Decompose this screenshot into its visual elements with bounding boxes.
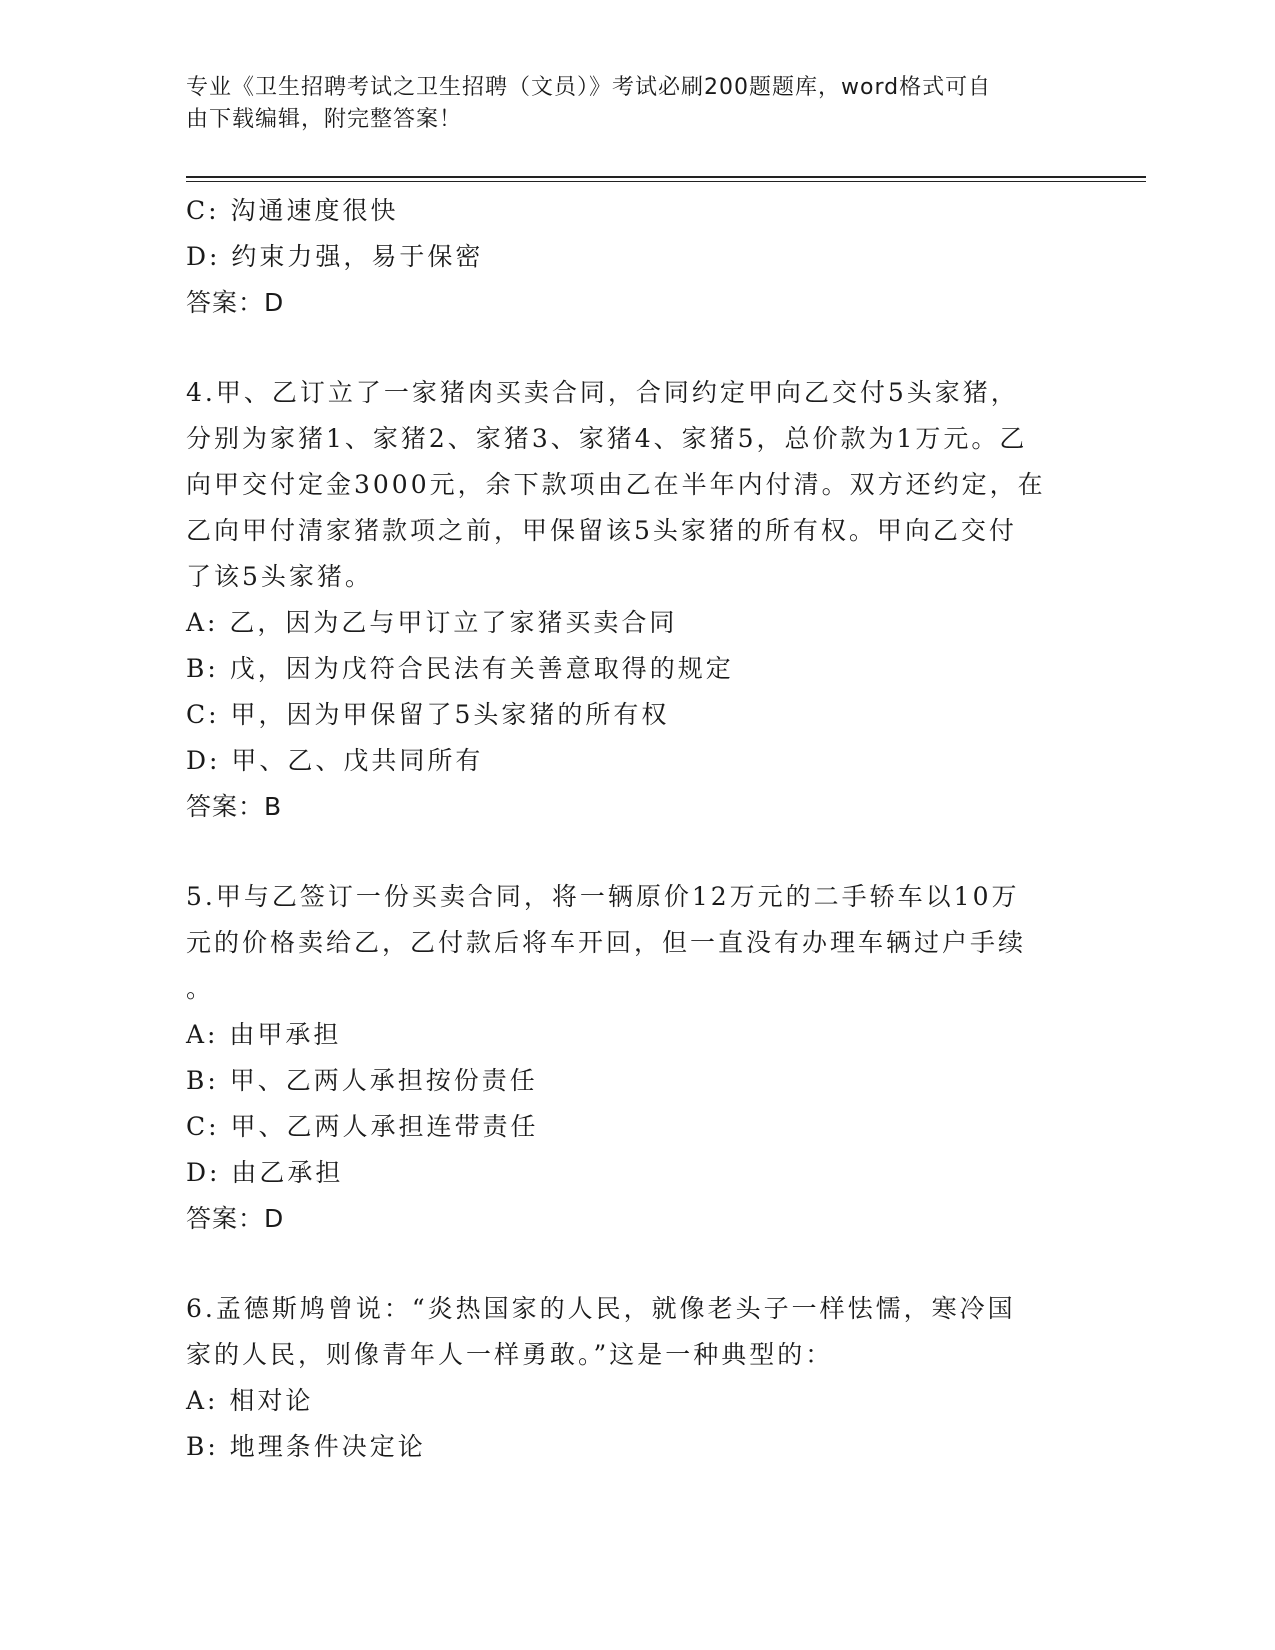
- option-b: B: 甲、乙两人承担按份责任: [186, 1066, 538, 1095]
- question-text-line: 元的价格卖给乙，乙付款后将车开回，但一直没有办理车辆过户手续: [186, 928, 1027, 957]
- option-b: B: 戊，因为戊符合民法有关善意取得的规定: [186, 654, 734, 683]
- option-c: C: 沟通速度很快: [186, 196, 399, 225]
- question-text-line: 。: [186, 974, 215, 1003]
- question-list: [186, 188, 1086, 1470]
- header-rule-thick: [186, 176, 1146, 178]
- question-3: [186, 188, 1086, 326]
- question-text-line: 了该5头家猪。: [186, 562, 373, 591]
- option-a: A: 相对论: [186, 1386, 314, 1415]
- document-header: [186, 72, 1066, 136]
- question-5: [186, 874, 1086, 1242]
- question-6: [186, 1286, 1086, 1470]
- header-line-2: 由下载编辑，附完整答案！: [186, 107, 463, 132]
- option-a: A: 由甲承担: [186, 1020, 342, 1049]
- question-text-line: 乙向甲付清家猪款项之前，甲保留该5头家猪的所有权。甲向乙交付: [186, 516, 1017, 545]
- header-line-1: 专业《卫生招聘考试之卫生招聘（文员）》考试必刷200题题库，word格式可自: [186, 75, 992, 100]
- question-gap: [186, 830, 1086, 874]
- question-text-line: 5.甲与乙签订一份买卖合同，将一辆原价12万元的二手轿车以10万: [186, 882, 1020, 911]
- header-rule-thin: [186, 181, 1146, 182]
- option-d: D: 甲、乙、戊共同所有: [186, 746, 484, 775]
- answer-line: 答案：D: [186, 288, 285, 317]
- question-text-line: 6.孟德斯鸠曾说：“炎热国家的人民，就像老头子一样怯懦，寒冷国: [186, 1294, 1016, 1323]
- option-c: C: 甲、乙两人承担连带责任: [186, 1112, 539, 1141]
- question-text-line: 分别为家猪1、家猪2、家猪3、家猪4、家猪5，总价款为1万元。乙: [186, 424, 1028, 453]
- question-text-line: 向甲交付定金3000元，余下款项由乙在半年内付清。双方还约定，在: [186, 470, 1046, 499]
- question-gap: [186, 1242, 1086, 1286]
- question-gap: [186, 326, 1086, 370]
- answer-line: 答案：B: [186, 792, 283, 821]
- option-c: C: 甲，因为甲保留了5头家猪的所有权: [186, 700, 670, 729]
- option-d: D: 约束力强，易于保密: [186, 242, 484, 271]
- question-text-line: 家的人民，则像青年人一样勇敢。”这是一种典型的：: [186, 1340, 834, 1369]
- question-text-line: 4.甲、乙订立了一家猪肉买卖合同，合同约定甲向乙交付5头家猪，: [186, 378, 1019, 407]
- answer-line: 答案：D: [186, 1204, 285, 1233]
- option-d: D: 由乙承担: [186, 1158, 344, 1187]
- option-b: B: 地理条件决定论: [186, 1432, 426, 1461]
- option-a: A: 乙，因为乙与甲订立了家猪买卖合同: [186, 608, 678, 637]
- question-4: [186, 370, 1086, 830]
